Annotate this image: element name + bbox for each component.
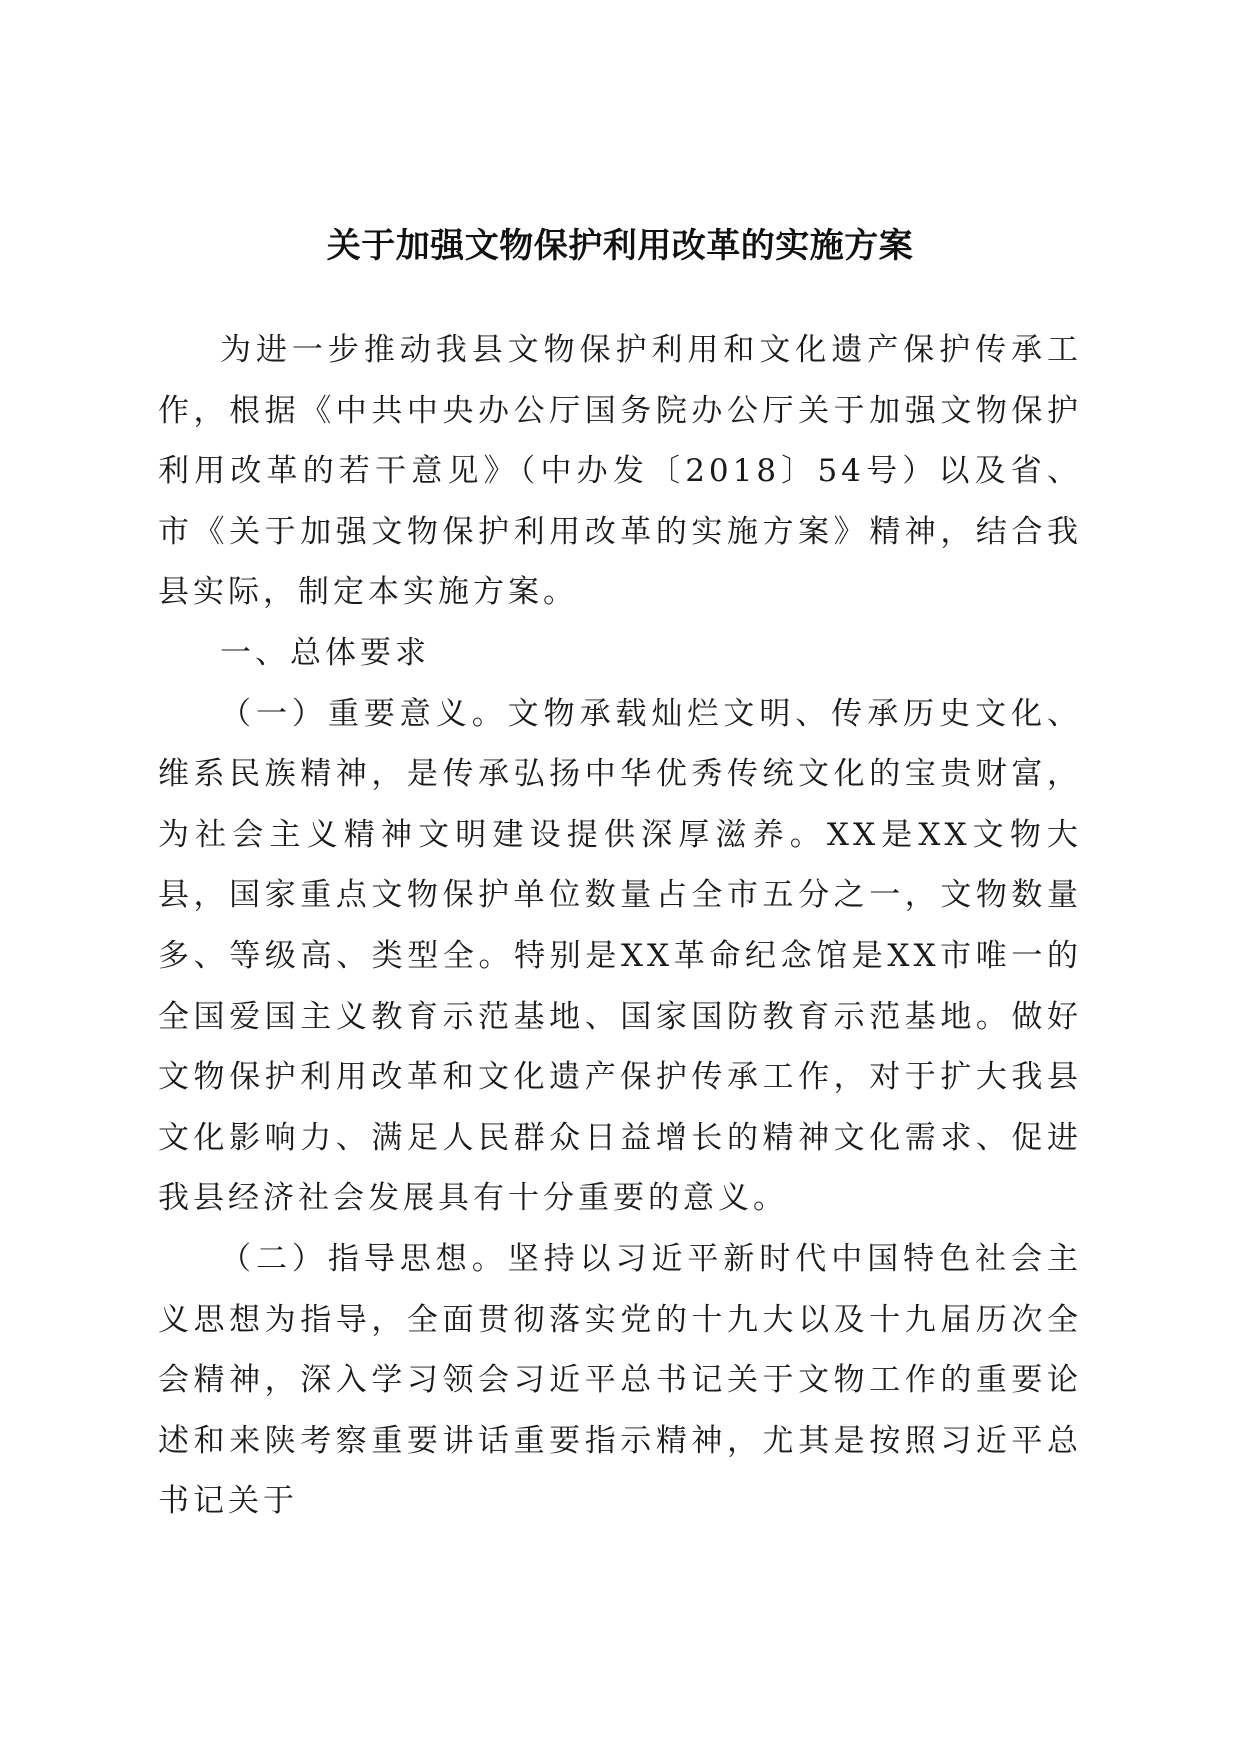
document-title: 关于加强文物保护利用改革的实施方案 bbox=[326, 226, 914, 266]
paragraph-significance: （一）重要意义。文物承载灿烂文明、传承历史文化、维系民族精神，是传承弘扬中华优秀传统文化的宝贵财富，为社会主义精神文明建设提供深厚滋养。XX是XX文物大县，国家重点文物保护单位数量占全市五分之一，文物数量多、等级高、类型全。特别是XX革命纪念馆是XX市唯一的全国爱国主义教育示范基地、国家国防教育示范基地。做好文物保护利用改革和文化遗产保护传承工作，对于扩大我县文化影响力、满足人民群众日益增长的精神文化需求、促进我县经济社会发展具有十分重要的意义。 bbox=[158, 695, 1082, 1217]
paragraph-intro: 为进一步推动我县文物保护利用和文化遗产保护传承工作，根据《中共中央办公厅国务院办公厅关于加强文物保护利用改革的若干意见》（中办发〔2018〕54号）以及省、市《关于加强文物保护利用改革的实施方案》精神，结合我县实际，制定本实施方案。 bbox=[158, 332, 1082, 611]
document-body bbox=[158, 320, 1082, 1532]
section-heading-general-requirements: 一、总体要求 bbox=[220, 634, 430, 671]
paragraph-guiding-ideology: （二）指导思想。坚持以习近平新时代中国特色社会主义思想为指导，全面贯彻落实党的十九大以及十九届历次全会精神，深入学习领会习近平总书记关于文物工作的重要论述和来陕考察重要讲话重要指示精神，尤其是按照习近平总书记关于 bbox=[158, 1240, 1082, 1520]
